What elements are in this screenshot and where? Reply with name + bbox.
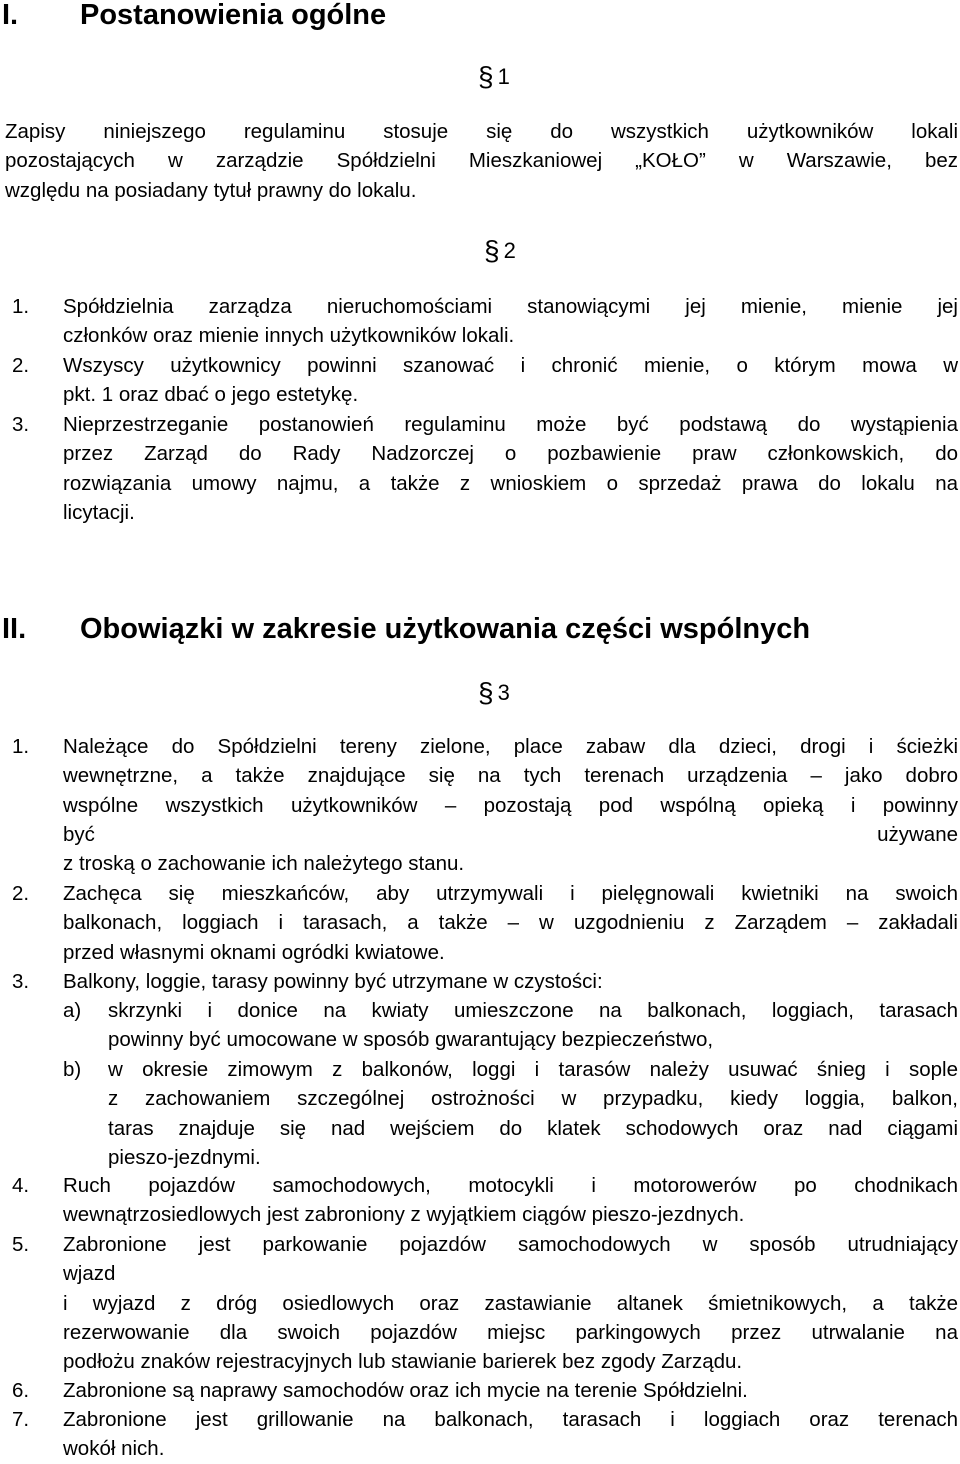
list-item <box>63 292 958 351</box>
list-item <box>63 351 958 410</box>
section-title: Obowiązki w zakresie użytkowania części wspólnych <box>80 613 811 645</box>
text-line: pieszo-jezdnymi. <box>108 1145 261 1169</box>
paragraph-mark-2: § 2 <box>484 235 516 266</box>
text-line: z troską o zachowanie ich należytego stanu. <box>63 852 465 876</box>
text-line: pkt. 1 oraz dbać o jego estetykę. <box>63 383 359 407</box>
paragraph-mark-3: § 3 <box>478 677 510 708</box>
list-item <box>63 732 958 878</box>
text-line: i wyjazd z dróg osiedlowych oraz zastawianie altanek śmietnikowych, a także <box>63 1291 958 1315</box>
item-number: 1. <box>12 295 30 318</box>
text-line: Należące do Spółdzielni tereny zielone, place zabaw dla dzieci, drogi i ścieżki <box>63 735 958 758</box>
text-line: przez Zarząd do Rady Nadzorczej o pozbawienie praw członkowskich, do <box>63 442 958 466</box>
section-number: I. <box>2 0 19 31</box>
sub-list-item <box>108 1055 958 1172</box>
text-line: przed własnymi oknami ogródki kwiatowe. <box>63 940 445 964</box>
text-line: Ruch pojazdów samochodowych, motocykli i motorowerów po chodnikach <box>63 1174 958 1197</box>
text-line: członków oraz mienie innych użytkowników lokali. <box>63 324 515 348</box>
item-number: 2. <box>12 882 30 905</box>
text-line: podłożu znaków rejestracyjnych lub stawianie barierek bez zgody Zarządu. <box>63 1350 743 1374</box>
text-line: balkonach, loggiach i tarasach, a także – w uzgodnieniu z Zarządem – zakładali <box>63 911 958 935</box>
text-line: pozostających w zarządzie Spółdzielni Mieszkaniowej „KOŁO” w Warszawie, bez <box>5 149 958 173</box>
text-line: rozwiązania umowy najmu, a także z wnioskiem o sprzedaż prawa do lokalu na <box>63 471 958 495</box>
list-item <box>63 1405 958 1464</box>
text-line: skrzynki i donice na kwiaty umieszczone na balkonach, loggiach, tarasach <box>108 999 958 1022</box>
section-sign-icon: § <box>478 677 494 708</box>
paragraph-mark-1: § 1 <box>478 61 510 92</box>
section-sign-icon: § <box>484 235 500 266</box>
text-line: Zachęca się mieszkańców, aby utrzymywali i pielęgnowali kwietniki na swoich <box>63 882 958 905</box>
section-sign-icon: § <box>478 61 494 92</box>
text-line: względu na posiadany tytuł prawny do lokalu. <box>5 178 417 202</box>
text-line: z zachowaniem szczególnej ostrożności w przypadku, kiedy loggia, balkon, <box>108 1087 958 1111</box>
item-number: 5. <box>12 1233 30 1256</box>
text-line: powinny być umocowane w sposób gwarantujący bezpieczeństwo, <box>108 1028 714 1052</box>
text-line: taras znajduje się nad wejściem do klatek schodowych oraz nad ciągami <box>108 1116 958 1140</box>
item-number: 4. <box>12 1174 30 1197</box>
item-number: 3. <box>12 413 30 436</box>
subitem-label: a) <box>63 999 82 1022</box>
list-item <box>63 1230 958 1376</box>
text-line: Wszyscy użytkownicy powinni szanować i chronić mienie, o którym mowa w <box>63 354 958 377</box>
paragraph-1-text <box>5 117 958 205</box>
item-number: 1. <box>12 735 30 758</box>
text-line: być używane <box>63 822 958 846</box>
text-line: Nieprzestrzeganie postanowień regulaminu może być podstawą do wystąpienia <box>63 413 958 436</box>
list-item <box>63 410 958 527</box>
sub-list-item <box>108 996 958 1055</box>
text-line: w okresie zimowym z balkonów, loggi i tarasów należy usuwać śnieg i sople <box>108 1058 958 1081</box>
text-line: rezerwowanie dla swoich pojazdów miejsc parkingowych przez utrwalanie na <box>63 1320 958 1344</box>
text-line: Zabronione są naprawy samochodów oraz ich mycie na terenie Spółdzielni. <box>63 1379 748 1402</box>
list-item <box>63 879 958 967</box>
section-title: Postanowienia ogólne <box>80 0 387 31</box>
list-item <box>63 1376 958 1405</box>
item-number: 7. <box>12 1408 30 1431</box>
text-line: wspólne wszystkich użytkowników – pozostają pod wspólną opieką i powinny <box>63 793 958 817</box>
list-item <box>63 967 958 996</box>
text-line: Zabronione jest grillowanie na balkonach, tarasach i loggiach oraz terenach <box>63 1408 958 1431</box>
item-number: 3. <box>12 970 30 993</box>
text-line: wewnątrzosiedlowych jest zabroniony z wyjątkiem ciągów pieszo-jezdnych. <box>63 1203 745 1227</box>
section-number: II. <box>2 613 27 645</box>
list-item <box>63 1171 958 1230</box>
text-line: licytacji. <box>63 500 135 524</box>
subitem-label: b) <box>63 1058 82 1081</box>
item-number: 2. <box>12 354 30 377</box>
text-line: wjazd <box>63 1262 116 1286</box>
text-line: Balkony, loggie, tarasy powinny być utrzymane w czystości: <box>63 970 603 993</box>
text-line: Zabronione jest parkowanie pojazdów samochodowych w sposób utrudniający <box>63 1233 958 1256</box>
item-number: 6. <box>12 1379 30 1402</box>
text-line: wokół nich. <box>63 1437 165 1461</box>
text-line: Zapisy niniejszego regulaminu stosuje się do wszystkich użytkowników lokali <box>5 120 958 143</box>
text-line: wewnętrzne, a także znajdujące się na tych terenach urządzenia – jako dobro <box>63 764 958 788</box>
text-line: Spółdzielnia zarządza nieruchomościami stanowiącymi jej mienie, mienie jej <box>63 295 958 318</box>
